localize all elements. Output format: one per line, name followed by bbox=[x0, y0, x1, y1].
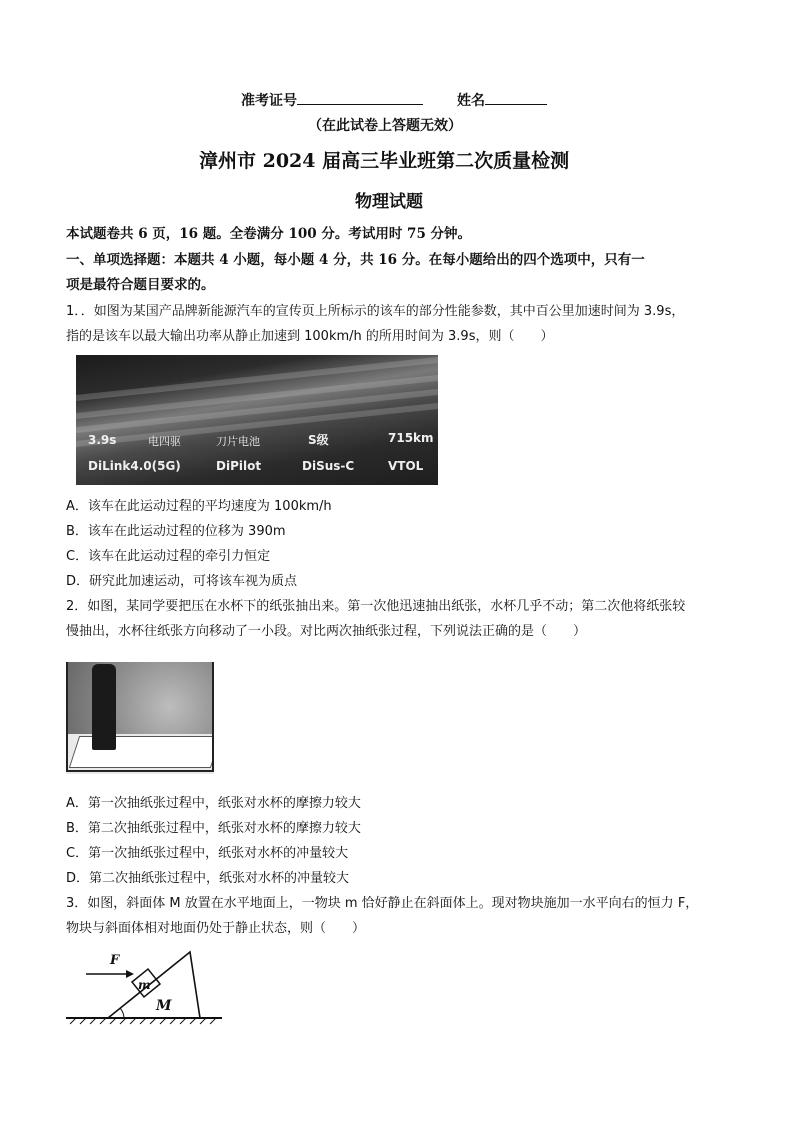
q2-stem-line2: 慢抽出，水杯往纸张方向移动了一小段。对比两次抽纸张过程，下列说法正确的是（ ） bbox=[66, 624, 587, 639]
car-spec-7: DiPilot bbox=[216, 459, 262, 473]
q2-cup-photo bbox=[66, 662, 214, 774]
q2-option-b[interactable]: B．第二次抽纸张过程中，纸张对水杯的摩擦力较大 bbox=[66, 821, 361, 836]
section1-heading-line2: 项是最符合题目要求的。 bbox=[66, 277, 215, 293]
q3-stem-line1: 3．如图，斜面体 M 放置在水平地面上，一物块 m 恰好静止在斜面体上。现对物块施加一水平向右的恒力 F， bbox=[66, 896, 699, 911]
car-spec-9: VTOL bbox=[388, 459, 424, 473]
section1-heading-line1: 一、单项选择题：本题共 4 小题，每小题 4 分，共 16 分。在每小题给出的四个选项中，只有一 bbox=[66, 252, 645, 268]
name-blank[interactable] bbox=[485, 90, 547, 105]
block-label: m bbox=[138, 978, 151, 992]
car-spec-8: DiSus-C bbox=[302, 459, 355, 473]
exam-number-label: 准考证号 bbox=[241, 93, 297, 109]
exam-number-field bbox=[241, 90, 423, 110]
q1-option-d[interactable]: D．研究此加速运动，可将该车视为质点 bbox=[66, 574, 298, 589]
q1-option-c[interactable]: C．该车在此运动过程的牵引力恒定 bbox=[66, 549, 271, 564]
car-spec-2: 电四驱 bbox=[148, 435, 181, 448]
force-arrowhead bbox=[126, 970, 134, 978]
q1-car-photo bbox=[76, 355, 438, 485]
car-spec-1: 3.9s bbox=[88, 433, 117, 447]
name-field bbox=[457, 90, 547, 110]
exam-title: 漳州市 2024 届高三毕业班第二次质量检测 bbox=[199, 150, 570, 172]
q1-stem-line1: 1．．如图为某国产品牌新能源汽车的宣传页上所标示的该车的部分性能参数，其中百公里加速时间为 3.9s， bbox=[66, 304, 685, 319]
car-spec-6: DiLink4.0(5G) bbox=[88, 459, 181, 473]
q3-incline-figure bbox=[62, 944, 232, 1028]
q1-option-b[interactable]: B．该车在此运动过程的位移为 390m bbox=[66, 524, 286, 539]
force-label: F bbox=[110, 953, 120, 968]
q2-option-c[interactable]: C．第一次抽纸张过程中，纸张对水杯的冲量较大 bbox=[66, 846, 349, 861]
q2-option-a[interactable]: A．第一次抽纸张过程中，纸张对水杯的摩擦力较大 bbox=[66, 796, 361, 811]
wedge-label: M bbox=[156, 998, 172, 1014]
q3-stem-line2: 物块与斜面体相对地面仍处于静止状态，则（ ） bbox=[66, 921, 366, 936]
wedge-M bbox=[108, 952, 200, 1018]
q2-stem-line1: 2．如图，某同学要把压在水杯下的纸张抽出来。第一次他迅速抽出纸张，水杯几乎不动；第二次他将纸张较 bbox=[66, 599, 686, 614]
exam-subtitle: 物理试题 bbox=[355, 192, 423, 212]
q2-option-d[interactable]: D．第二次抽纸张过程中，纸张对水杯的冲量较大 bbox=[66, 871, 350, 886]
car-spec-3: 刀片电池 bbox=[216, 435, 260, 448]
exam-number-blank[interactable] bbox=[297, 90, 423, 105]
angle-mark bbox=[120, 1008, 124, 1018]
q1-stem-line2: 指的是该车以最大输出功率从静止加速到 100km/h 的所用时间为 3.9s，则（ ） bbox=[66, 329, 554, 344]
invalid-answer-notice: （在此试卷上答题无效） bbox=[308, 118, 462, 134]
q1-option-a[interactable]: A．该车在此运动过程的平均速度为 100km/h bbox=[66, 499, 332, 514]
name-label: 姓名 bbox=[457, 93, 485, 109]
exam-intro: 本试题卷共 6 页，16 题。全卷满分 100 分。考试用时 75 分钟。 bbox=[66, 226, 472, 242]
car-spec-5: 715km bbox=[388, 431, 434, 445]
car-spec-4: S级 bbox=[308, 433, 329, 447]
